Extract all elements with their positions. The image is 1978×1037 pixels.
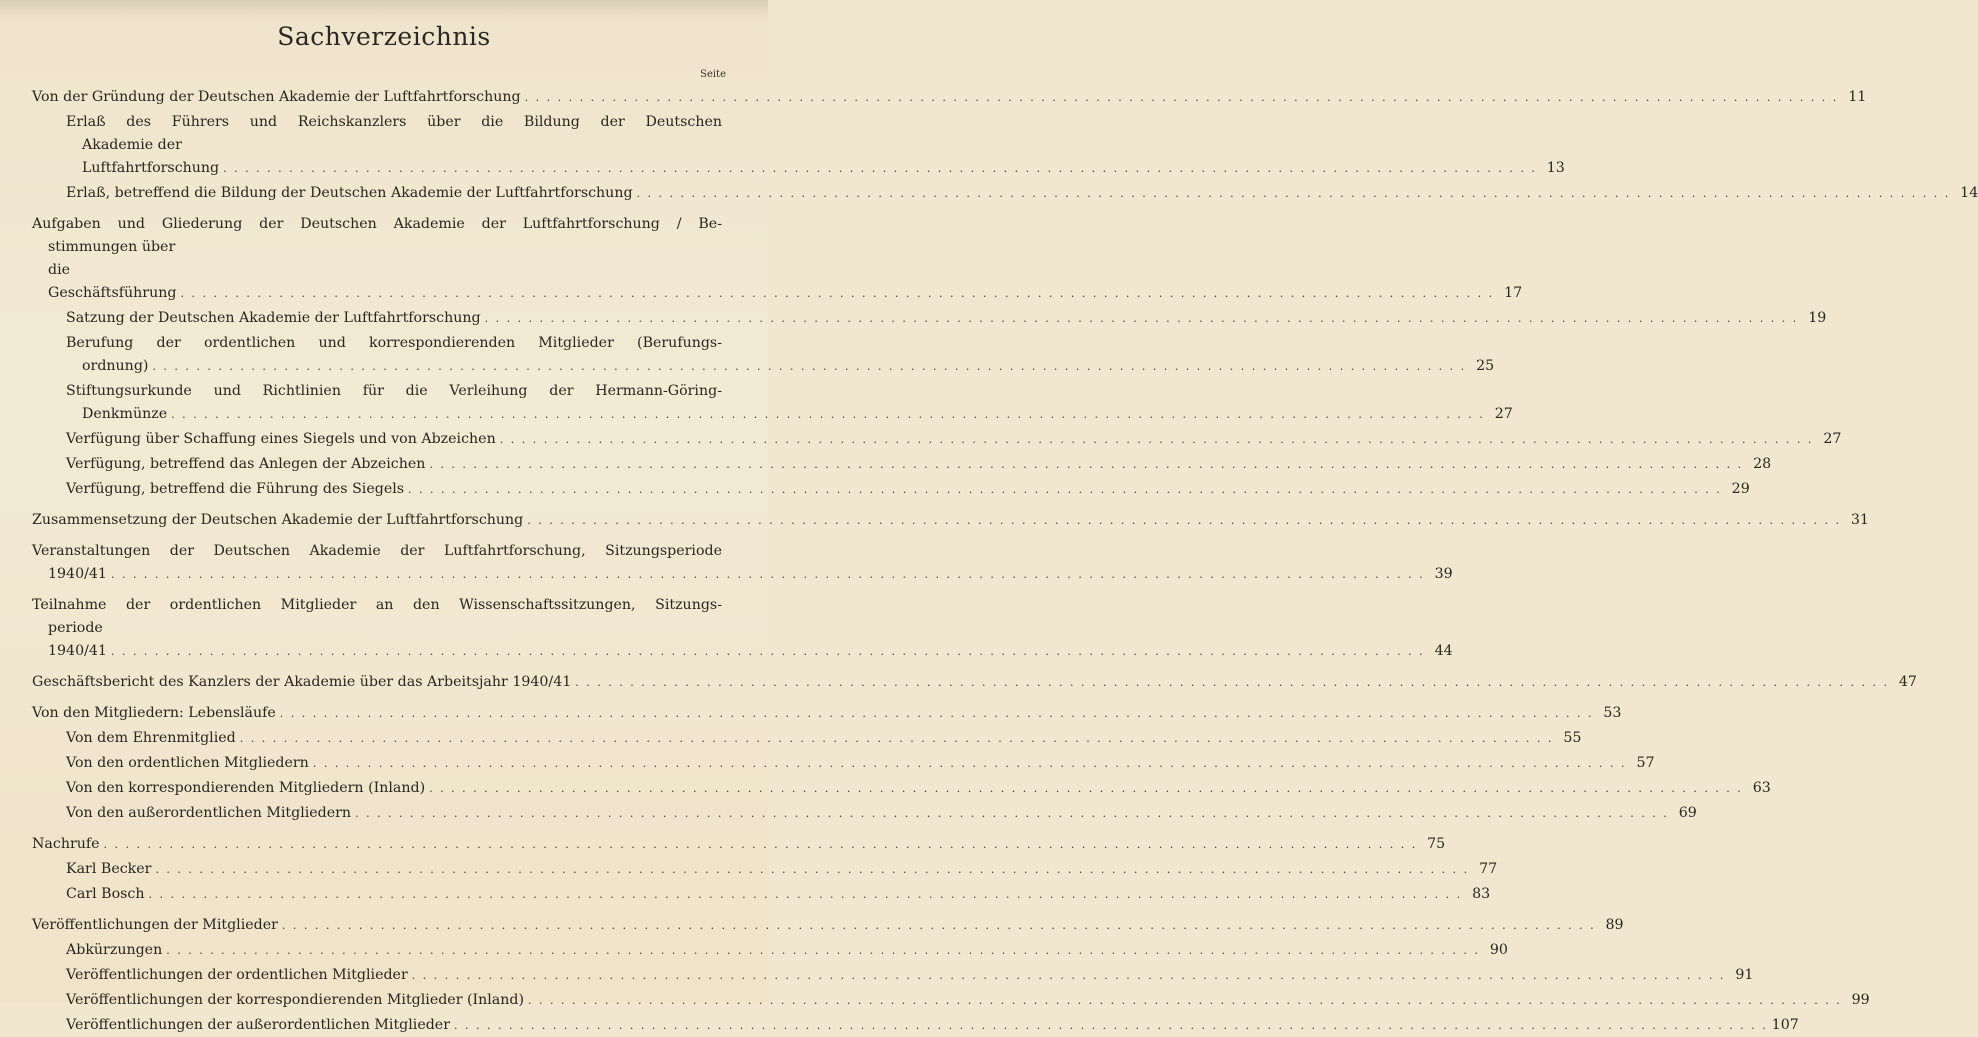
toc-page-number: 25 <box>1476 358 1495 374</box>
toc-page-number: 107 <box>1771 1017 1799 1033</box>
toc-entry-text-line: stimmungen über die Geschäftsführung <box>48 239 177 301</box>
leader-dots: . . . . . . . . . . . . . . . . . . . . . . . . . . . . . . . . . . . . . . . . . . . . . . . . . . . . . . . . . . . . . . . . . . . . . . . . . . . . . . . . . . . . . . . . . . . . . . . . . . . . . . . . . . . . . . . . . . . . . . . . <box>528 994 1842 1007</box>
leader-dots: . . . . . . . . . . . . . . . . . . . . . . . . . . . . . . . . . . . . . . . . . . . . . . . . . . . . . . . . . . . . . . . . . . . . . . . . . . . . . . . . . . . . . . . . . . . . . . . . . . . . . . . . . . . . . . . . . . . . . . . . <box>155 863 1470 876</box>
leader-dots: . . . . . . . . . . . . . . . . . . . . . . . . . . . . . . . . . . . . . . . . . . . . . . . . . . . . . . . . . . . . . . . . . . . . . . . . . . . . . . . . . . . . . . . . . . . . . . . . . . . . . . . . . . . . . . . . . . . . . . . . <box>110 568 1425 581</box>
toc-page-number: 13 <box>1546 160 1565 176</box>
toc-page-number: 63 <box>1752 780 1771 796</box>
toc-entry-text: Verfügung über Schaffung eines Siegels und von Abzeichen <box>66 431 496 447</box>
toc-entry-text-line: ordnung) <box>82 358 149 374</box>
leader-dots: . . . . . . . . . . . . . . . . . . . . . . . . . . . . . . . . . . . . . . . . . . . . . . . . . . . . . . . . . . . . . . . . . . . . . . . . . . . . . . . . . . . . . . . . . . . . . . . . . . . . . . . . . . . . . . . . . . . . . . . . <box>453 1019 1768 1032</box>
toc-entry <box>32 671 1917 694</box>
leader-dots: . . . . . . . . . . . . . . . . . . . . . . . . . . . . . . . . . . . . . . . . . . . . . . . . . . . . . . . . . . . . . . . . . . . . . . . . . . . . . . . . . . . . . . . . . . . . . . . . . . . . . . . . . . . . . . . . . . . . . . . . <box>527 514 1841 527</box>
toc-entry-text-line: Berufung der ordentlichen und korrespondierenden Mitglieder (Berufungs- <box>66 335 722 351</box>
toc-entry-text: Von der Gründung der Deutschen Akademie der Luftfahrtforschung <box>32 89 521 105</box>
toc-page-number: 29 <box>1731 481 1750 497</box>
leader-dots: . . . . . . . . . . . . . . . . . . . . . . . . . . . . . . . . . . . . . . . . . . . . . . . . . . . . . . . . . . . . . . . . . . . . . . . . . . . . . . . . . . . . . . . . . . . . . . . . . . . . . . . . . . . . . . . . . . . . . . . . <box>148 888 1463 901</box>
toc-page-number: 19 <box>1808 310 1827 326</box>
show-through-top <box>0 0 768 20</box>
leader-dots: . . . . . . . . . . . . . . . . . . . . . . . . . . . . . . . . . . . . . . . . . . . . . . . . . . . . . . . . . . . . . . . . . . . . . . . . . . . . . . . . . . . . . . . . . . . . . . . . . . . . . . . . . . . . . . . . . . . . . . . . <box>499 433 1814 446</box>
toc-entry <box>32 332 1495 378</box>
toc-page-number: 14 <box>1960 185 1978 201</box>
toc-entry-text: Geschäftsbericht des Kanzlers der Akademie über das Arbeitsjahr 1940/41 <box>32 674 572 690</box>
toc-page-number: 91 <box>1735 967 1754 983</box>
toc-page-number: 75 <box>1427 836 1446 852</box>
toc-entry <box>32 939 1508 962</box>
leader-dots: . . . . . . . . . . . . . . . . . . . . . . . . . . . . . . . . . . . . . . . . . . . . . . . . . . . . . . . . . . . . . . . . . . . . . . . . . . . . . . . . . . . . . . . . . . . . . . . . . . . . . . . . . . . . . . . . . . . . . . . . <box>279 707 1594 720</box>
toc-page-number: 90 <box>1489 942 1508 958</box>
toc-page-number: 11 <box>1848 89 1867 105</box>
toc-page-number: 17 <box>1504 285 1523 301</box>
toc-page-number: 55 <box>1563 730 1582 746</box>
toc-entry <box>32 594 1453 663</box>
toc-entry <box>32 752 1655 775</box>
toc-page-number: 89 <box>1605 917 1624 933</box>
toc-entry-text-line: Veranstaltungen der Deutschen Akademie der Luftfahrtforschung, Sitzungsperiode <box>32 543 722 559</box>
toc-entry-text: Satzung der Deutschen Akademie der Luftfahrtforschung <box>66 310 481 326</box>
toc-entry <box>32 858 1498 881</box>
toc-entry <box>32 453 1772 476</box>
toc-page-number: 39 <box>1434 566 1453 582</box>
toc-entry <box>32 914 1624 937</box>
toc-entry <box>32 727 1582 750</box>
toc-entry-text: Verfügung, betreffend das Anlegen der Abzeichen <box>66 456 426 472</box>
toc-entry-text: Erlaß, betreffend die Bildung der Deutschen Akademie der Luftfahrtforschung <box>66 185 633 201</box>
toc-entry-text: Veröffentlichungen der Mitglieder <box>32 917 278 933</box>
leader-dots: . . . . . . . . . . . . . . . . . . . . . . . . . . . . . . . . . . . . . . . . . . . . . . . . . . . . . . . . . . . . . . . . . . . . . . . . . . . . . . . . . . . . . . . . . . . . . . . . . . . . . . . . . . . . . . . . . . . . . . . . <box>636 187 1951 200</box>
toc-entry-text: Veröffentlichungen der ordentlichen Mitglieder <box>66 967 408 983</box>
leader-dots: . . . . . . . . . . . . . . . . . . . . . . . . . . . . . . . . . . . . . . . . . . . . . . . . . . . . . . . . . . . . . . . . . . . . . . . . . . . . . . . . . . . . . . . . . . . . . . . . . . . . . . . . . . . . . . . . . . . . . . . . <box>239 732 1554 745</box>
leader-dots: . . . . . . . . . . . . . . . . . . . . . . . . . . . . . . . . . . . . . . . . . . . . . . . . . . . . . . . . . . . . . . . . . . . . . . . . . . . . . . . . . . . . . . . . . . . . . . . . . . . . . . . . . . . . . . . . . . . . . . . . <box>411 969 1726 982</box>
toc-entry-text-line: Teilnahme der ordentlichen Mitglieder an den Wissenschaftssitzungen, Sitzungs- <box>32 597 722 613</box>
toc-entry-text-line: Aufgaben und Gliederung der Deutschen Akademie der Luftfahrtforschung / Be- <box>32 216 722 232</box>
toc-entry <box>32 182 1978 205</box>
toc-entry-text: Zusammensetzung der Deutschen Akademie der Luftfahrtforschung <box>32 512 524 528</box>
toc-entry <box>32 702 1622 725</box>
toc-entry <box>32 478 1750 501</box>
leader-dots: . . . . . . . . . . . . . . . . . . . . . . . . . . . . . . . . . . . . . . . . . . . . . . . . . . . . . . . . . . . . . . . . . . . . . . . . . . . . . . . . . . . . . . . . . . . . . . . . . . . . . . . . . . . . . . . . . . . . . . . . <box>180 287 1495 300</box>
leader-dots: . . . . . . . . . . . . . . . . . . . . . . . . . . . . . . . . . . . . . . . . . . . . . . . . . . . . . . . . . . . . . . . . . . . . . . . . . . . . . . . . . . . . . . . . . . . . . . . . . . . . . . . . . . . . . . . . . . . . . . . . <box>166 944 1480 957</box>
toc-entry-text-line: periode 1940/41 <box>48 620 107 659</box>
toc-entry-text-line: Stiftungsurkunde und Richtlinien für die Verleihung der Hermann-Göring- <box>66 383 722 399</box>
toc-page-number: 27 <box>1823 431 1842 447</box>
toc-entry <box>32 1014 1799 1037</box>
toc-entry-text-line: Erlaß des Führers und Reichskanzlers über die Bildung der Deutschen <box>66 114 722 130</box>
toc-entry-text-line: Akademie der Luftfahrtforschung <box>82 137 220 176</box>
toc-entry-text-line: 1940/41 <box>48 566 107 582</box>
toc-entry-text: Veröffentlichungen der außerordentlichen Mitglieder <box>66 1017 450 1033</box>
toc-entry <box>32 213 1523 305</box>
toc-entry-text: Von den Mitgliedern: Lebensläufe <box>32 705 276 721</box>
leader-dots: . . . . . . . . . . . . . . . . . . . . . . . . . . . . . . . . . . . . . . . . . . . . . . . . . . . . . . . . . . . . . . . . . . . . . . . . . . . . . . . . . . . . . . . . . . . . . . . . . . . . . . . . . . . . . . . . . . . . . . . . <box>171 408 1485 421</box>
toc-entry-text: Abkürzungen <box>66 942 163 958</box>
leader-dots: . . . . . . . . . . . . . . . . . . . . . . . . . . . . . . . . . . . . . . . . . . . . . . . . . . . . . . . . . . . . . . . . . . . . . . . . . . . . . . . . . . . . . . . . . . . . . . . . . . . . . . . . . . . . . . . . . . . . . . . . <box>355 807 1669 820</box>
toc-entry <box>32 964 1754 987</box>
toc-entry-text: Karl Becker <box>66 861 152 877</box>
toc-entry-text: Nachrufe <box>32 836 100 852</box>
leader-dots: . . . . . . . . . . . . . . . . . . . . . . . . . . . . . . . . . . . . . . . . . . . . . . . . . . . . . . . . . . . . . . . . . . . . . . . . . . . . . . . . . . . . . . . . . . . . . . . . . . . . . . . . . . . . . . . . . . . . . . . . <box>484 312 1799 325</box>
leader-dots: . . . . . . . . . . . . . . . . . . . . . . . . . . . . . . . . . . . . . . . . . . . . . . . . . . . . . . . . . . . . . . . . . . . . . . . . . . . . . . . . . . . . . . . . . . . . . . . . . . . . . . . . . . . . . . . . . . . . . . . . <box>103 838 1418 851</box>
toc-entry-text: Von dem Ehrenmitglied <box>66 730 236 746</box>
toc-entry <box>32 509 1869 532</box>
toc-entry-text: Von den korrespondierenden Mitgliedern (Inland) <box>66 780 426 796</box>
page-column-label: Seite <box>700 69 726 80</box>
toc-page-number: 69 <box>1678 805 1697 821</box>
toc-entry-text: Carl Bosch <box>66 886 145 902</box>
toc-entry <box>32 540 1453 586</box>
leader-dots: . . . . . . . . . . . . . . . . . . . . . . . . . . . . . . . . . . . . . . . . . . . . . . . . . . . . . . . . . . . . . . . . . . . . . . . . . . . . . . . . . . . . . . . . . . . . . . . . . . . . . . . . . . . . . . . . . . . . . . . . <box>110 645 1425 658</box>
toc-entry <box>32 777 1771 800</box>
toc-entry <box>32 883 1491 906</box>
toc-entry <box>32 86 1867 109</box>
leader-dots: . . . . . . . . . . . . . . . . . . . . . . . . . . . . . . . . . . . . . . . . . . . . . . . . . . . . . . . . . . . . . . . . . . . . . . . . . . . . . . . . . . . . . . . . . . . . . . . . . . . . . . . . . . . . . . . . . . . . . . . . <box>575 676 1889 689</box>
toc-page-number: 57 <box>1636 755 1655 771</box>
leader-dots: . . . . . . . . . . . . . . . . . . . . . . . . . . . . . . . . . . . . . . . . . . . . . . . . . . . . . . . . . . . . . . . . . . . . . . . . . . . . . . . . . . . . . . . . . . . . . . . . . . . . . . . . . . . . . . . . . . . . . . . . <box>408 483 1722 496</box>
leader-dots: . . . . . . . . . . . . . . . . . . . . . . . . . . . . . . . . . . . . . . . . . . . . . . . . . . . . . . . . . . . . . . . . . . . . . . . . . . . . . . . . . . . . . . . . . . . . . . . . . . . . . . . . . . . . . . . . . . . . . . . . <box>312 757 1627 770</box>
toc-entry <box>32 833 1446 856</box>
toc-entry <box>32 428 1842 451</box>
toc-page-number: 53 <box>1603 705 1622 721</box>
toc-entry <box>32 111 1565 180</box>
toc-entry-text-line: Denkmünze <box>82 406 168 422</box>
toc-entry-text: Von den außerordentlichen Mitgliedern <box>66 805 352 821</box>
toc-entry-text: Veröffentlichungen der korrespondierenden Mitglieder (Inland) <box>66 992 525 1008</box>
leader-dots: . . . . . . . . . . . . . . . . . . . . . . . . . . . . . . . . . . . . . . . . . . . . . . . . . . . . . . . . . . . . . . . . . . . . . . . . . . . . . . . . . . . . . . . . . . . . . . . . . . . . . . . . . . . . . . . . . . . . . . . . <box>524 91 1839 104</box>
leader-dots: . . . . . . . . . . . . . . . . . . . . . . . . . . . . . . . . . . . . . . . . . . . . . . . . . . . . . . . . . . . . . . . . . . . . . . . . . . . . . . . . . . . . . . . . . . . . . . . . . . . . . . . . . . . . . . . . . . . . . . . . <box>152 360 1467 373</box>
toc-entry <box>32 989 1870 1012</box>
toc-entry <box>32 380 1513 426</box>
leader-dots: . . . . . . . . . . . . . . . . . . . . . . . . . . . . . . . . . . . . . . . . . . . . . . . . . . . . . . . . . . . . . . . . . . . . . . . . . . . . . . . . . . . . . . . . . . . . . . . . . . . . . . . . . . . . . . . . . . . . . . . . <box>429 782 1743 795</box>
leader-dots: . . . . . . . . . . . . . . . . . . . . . . . . . . . . . . . . . . . . . . . . . . . . . . . . . . . . . . . . . . . . . . . . . . . . . . . . . . . . . . . . . . . . . . . . . . . . . . . . . . . . . . . . . . . . . . . . . . . . . . . . <box>429 458 1744 471</box>
toc-page-number: 99 <box>1851 992 1870 1008</box>
leader-dots: . . . . . . . . . . . . . . . . . . . . . . . . . . . . . . . . . . . . . . . . . . . . . . . . . . . . . . . . . . . . . . . . . . . . . . . . . . . . . . . . . . . . . . . . . . . . . . . . . . . . . . . . . . . . . . . . . . . . . . . . <box>223 162 1537 175</box>
toc-entry <box>32 307 1827 330</box>
table-of-contents <box>32 84 1978 1037</box>
toc-page-number: 77 <box>1479 861 1498 877</box>
toc-entry-text: Von den ordentlichen Mitgliedern <box>66 755 309 771</box>
toc-page-number: 28 <box>1753 456 1772 472</box>
toc-page-number: 44 <box>1434 643 1453 659</box>
toc-page-number: 31 <box>1850 512 1869 528</box>
toc-page-number: 47 <box>1898 674 1917 690</box>
toc-entry <box>32 802 1697 825</box>
toc-page-number: 83 <box>1472 886 1491 902</box>
leader-dots: . . . . . . . . . . . . . . . . . . . . . . . . . . . . . . . . . . . . . . . . . . . . . . . . . . . . . . . . . . . . . . . . . . . . . . . . . . . . . . . . . . . . . . . . . . . . . . . . . . . . . . . . . . . . . . . . . . . . . . . . <box>281 919 1596 932</box>
toc-page-number: 27 <box>1494 406 1513 422</box>
page-title: Sachverzeichnis <box>277 22 491 51</box>
toc-entry-text: Verfügung, betreffend die Führung des Siegels <box>66 481 405 497</box>
